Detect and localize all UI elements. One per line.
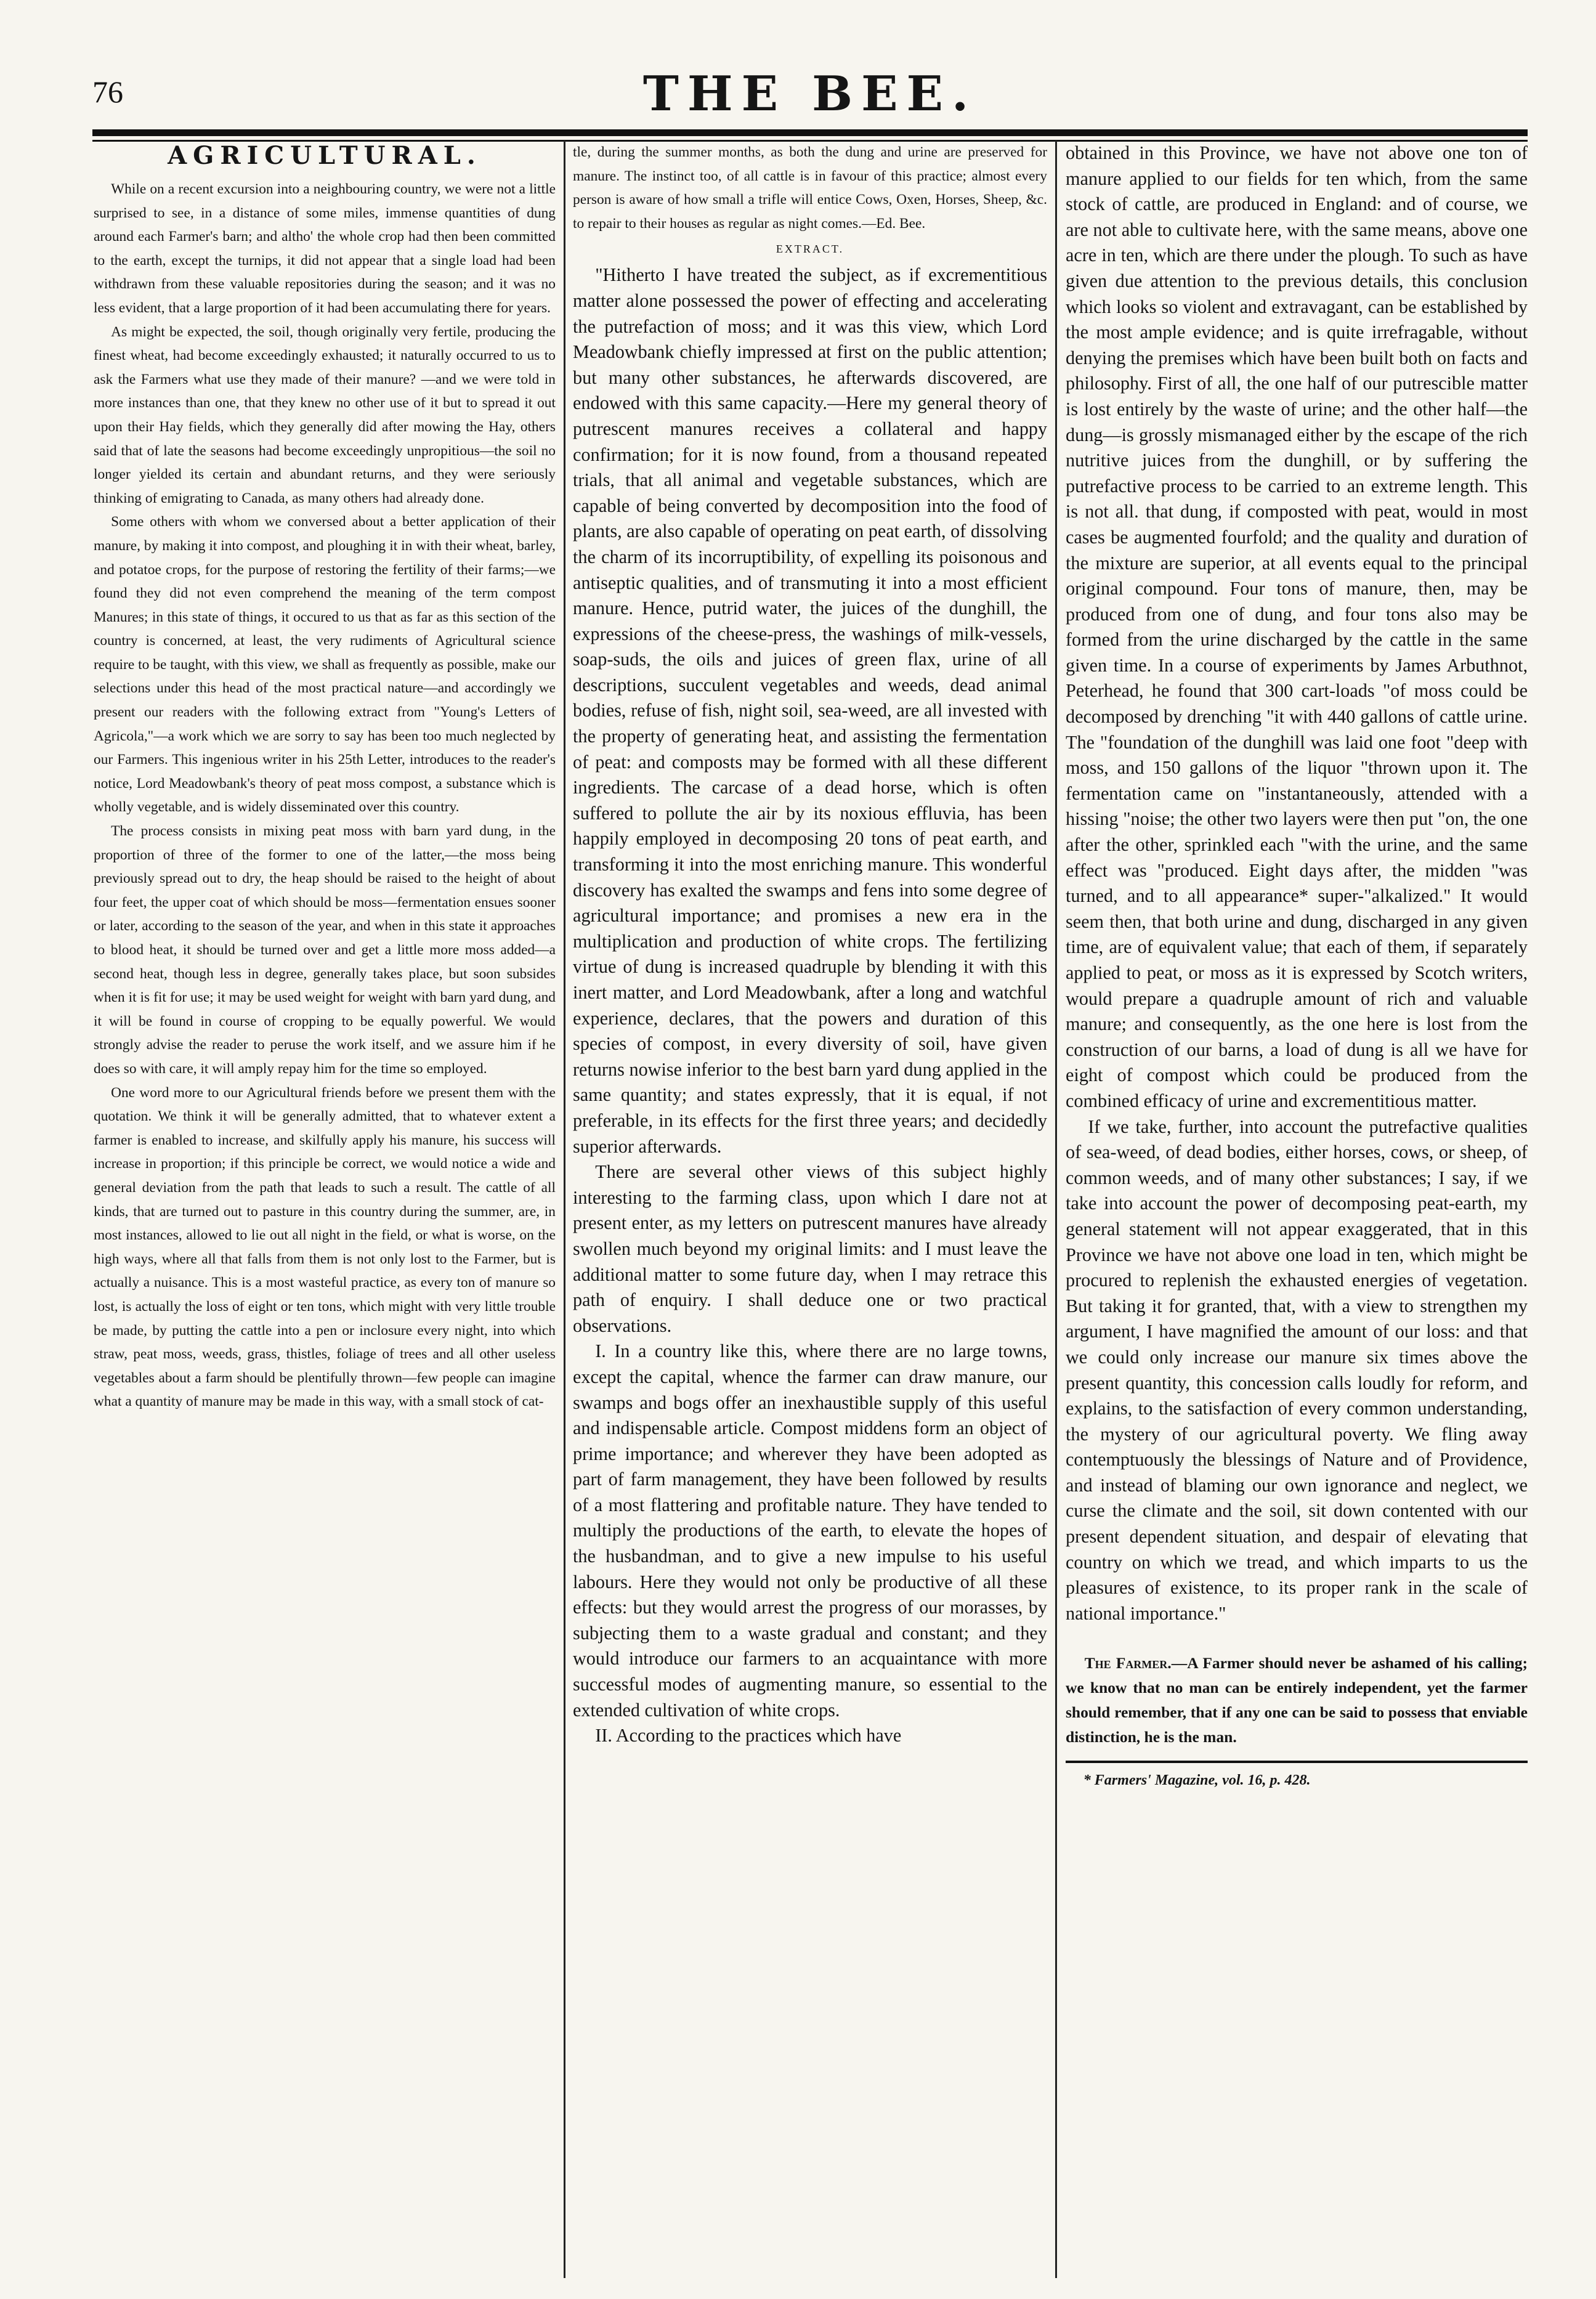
column-divider-1 [564, 140, 565, 2278]
article-paragraph: As might be expected, the soil, though originally very fertile, producing the finest wheat, had become exceedingly exhausted; it naturally occurred to us to ask the Farmers what use they made of their manure? —and we were told in more instances than one, that they knew no other use of it but to spread it out upon their Hay fields, which they generally did after mowing the Hay, others said that of late the seasons had become exceedingly unpropitious—the soil no longer yielded its certain and abundant returns, and they were seriously thinking of emigrating to Canada, as many others had already done. [94, 323, 556, 506]
article-paragraph: While on a recent excursion into a neighbouring country, we were not a little surprised to see, in a distance of some miles, immense quantities of dung around each Farmer's barn; and altho' the whole crop had then been committed to the earth, except the turnips, it did not appear that a single load had been withdrawn from these valuable repositories during the season; and it was no less evident, that a large proportion of it had been accumulating there for years. [94, 181, 556, 316]
column-1 [94, 134, 556, 2299]
extract-paragraph: "Hitherto I have treated the subject, as if excrementitious matter alone possessed the power of effecting and accelerating the putrefaction of moss; and it was this view, which Lord Meadowbank chiefly impressed at first on the public attention; but many other substances, he afterwards discovered, are endowed with this same capacity.—Here my general theory of putrescent manures receives a collateral and happy confirmation; for it is now found, from a thousand repeated trials, that all animal and vegetable substances, which are capable of being converted by decomposition into the food of plants, are also capable of operating on peat earth, of dissolving the charm of its incorruptibility, of expelling its poisonous and antiseptic qualities, and of transmuting it into a most efficient manure. Hence, putrid water, the juices of the dunghill, the expressions of the cheese-press, the washings of milk-vessels, soap-suds, the oils and juices of green flax, urine of all descriptions, succulent vegetables and weeds, dead animal bodies, refuse of fish, night soil, sea-weed, are all invested with the property of generating heat, and assisting the fermentation of peat: and composts may be formed with all these different ingredients. The carcase of a dead horse, which is often suffered to pollute the air by its noxious effluvia, has been happily employed in decomposing 20 tons of peat earth, and transforming it into the most enriching manure. This wonderful discovery has exalted the swamps and fens into some degree of agricultural importance; and promises a new era in the multiplication and production of white crops. The fertilizing virtue of dung is increased quadruple by blending it with this inert matter, and Lord Meadowbank, after a long and watchful experience, declares, that the powers and duration of this species of compost, in every diversity of soil, have given returns nowise inferior to the best barn yard dung applied in the same quantity; and states expressly, that it is equal, if not preferable, in its effects for the first three years; and decidedly superior afterwards. [573, 264, 1047, 1157]
section-heading: AGRICULTURAL. [168, 141, 482, 170]
page-number: 76 [92, 75, 123, 109]
footnote: * Farmers' Magazine, vol. 16, p. 428. [1083, 1772, 1311, 1789]
article-paragraph: Some others with whom we conversed about a better application of their manure, by making it into compost, and ploughing it in with their wheat, barley, and potatoe crops, for the purpose of restoring the fertility of their farms;—we found they did not even comprehend the meaning of the term compost Manures; in this state of things, it occured to us that as far as this section of the country is concerned, at least, the very rudiments of Agricultural science require to be taught, with this view, we shall as frequently as possible, make our selections under this head of the most practical nature—and accordingly we present our readers with the following extract from "Young's Letters of Agricola,"—a work which we are sorry to say has been too much neglected by our Farmers. This ingenious writer in his 25th Letter, introduces to the reader's notice, Lord Meadowbank's theory of peat moss compost, a substance which is wholly vegetable, and is widely disseminated over this country. [94, 514, 556, 816]
extract-paragraph: There are several other views of this subject highly interesting to the farming class, upon which I dare not at present enter, as my letters on putrescent manures have already swollen much beyond my original limits: and I must leave the additional matter to some future day, when I may retrace this path of enquiry. I shall deduce one or two practical observations. [573, 1161, 1047, 1336]
extract-paragraph: If we take, further, into account the putrefactive qualities of sea-weed, of dead bodies, either horses, cows, or sheep, of common weeds, and of many other substances; I say, if we take into account the power of decomposing peat-earth, my general statement will not appear exaggerated, that in this Province we have not above one load in ten, which might be procured to replenish the exhausted energies of vegetation. But taking it for granted, that, with a view to strengthen my argument, I have magnified the amount of our loss: and that we could only increase our manure six times above the present quantity, this concession calls loudly for reform, and explains, to the satisfaction of every common understanding, the mystery of our agricultural poverty. We fling away contemptuously the blessings of Nature and of Providence, and instead of blaming our own ignorance and neglect, we curse the climate and the soil, sit down contented with our present dependent situation, and despair of elevating that country on which we tread, and which imparts to us the pleasures of existence, to its proper rank in the scale of national importance." [1066, 1116, 1528, 1624]
column-3 [1066, 140, 1528, 2299]
article-paragraph: One word more to our Agricultural friends before we present them with the quotation. We think it will be generally admitted, that to whatever extent a farmer is enabled to increase, and skilfully apply his manure, his success will increase in proportion; if this principle be correct, we would notice a wide and general deviation from the path that leads to such a result. The cattle of all kinds, that are turned out to pasture in this country during the summer, are, in most instances, allowed to lie out all night in the field, or what is worse, on the high ways, where all that falls from them is not only lost to the Farmer, but is actually a nuisance. This is a most wasteful practice, as every ton of manure so lost, is actually the loss of eight or ten tons, which might with very little trouble be made, by putting the cattle into a pen or inclosure every night, into which straw, peat moss, weeds, grass, thistles, foliage of trees and all other useless vegetables about a farm should be plentifully thrown—few people can imagine what a quantity of manure may be made in this way, with a small stock of cat- [94, 1084, 556, 1410]
editor-note-continuation: tle, during the summer months, as both the dung and urine are preserved for manure. The instinct too, of all cattle is in favour of this practice; almost every person is aware of how small a trifle will entice Cows, Oxen, Horses, Sheep, &c. to repair to their houses as regular as night comes.—Ed. Bee. [573, 144, 1047, 232]
column-2 [573, 140, 1047, 2299]
farmer-note-text: —A Farmer should never be ashamed of his calling; we know that no man can be entirely independent, yet the farmer should remember, that if any one can be said to possess that enviable distinction, he is the man. [1066, 1654, 1528, 1746]
extract-heading: EXTRACT. [776, 243, 845, 256]
newspaper-title: THE BEE. [642, 66, 978, 122]
farmer-note-title: The Farmer. [1084, 1654, 1172, 1673]
farmer-note [1066, 1651, 1528, 1750]
column-divider-2 [1055, 140, 1057, 2278]
extract-paragraph: I. In a country like this, where there are no large towns, except the capital, whence the farmer can draw manure, our swamps and bogs offer an inexhaustible supply of this useful and indispensable article. Compost middens form an object of prime importance; and wherever they have been adopted as part of farm management, they have been followed by results of a most flattering and profitable nature. They have tended to multiply the productions of the earth, to elevate the hopes of the husbandman, and to give a new impulse to his useful labours. Here they would not only be productive of all these effects: but they would arrest the progress of our morasses, by subjecting them to a waste gradual and constant; and they would introduce our farmers to an acquaintance with more successful modes of augmenting manure, so essential to the extended cultivation of white crops. [573, 1340, 1047, 1721]
footnote-rule [1066, 1761, 1528, 1763]
article-paragraph: The process consists in mixing peat moss with barn yard dung, in the proportion of three of the former to one of the latter,—the moss being previously spread out to dry, the heap should be raised to the height of about four feet, the upper coat of which should be moss—fermentation ensues sooner or later, according to the season of the year, and when in this state it approaches to blood heat, it should be turned over and get a little more moss added—a second heat, though less in degree, generally takes place, but soon subsides when it is fit for use; it may be used weight for weight with barn yard dung, and it will be found in course of cropping to be equally powerful. We would strongly advise the reader to peruse the work itself, and we assure him if he does so with care, it will amply repay him for the time so employed. [94, 823, 556, 1077]
extract-paragraph: obtained in this Province, we have not above one ton of manure applied to our fields for ten which, from the same stock of cattle, are produced in England: and of course, we are not able to cultivate here, with the same means, above one acre in ten, which are there under the plough. To such as have given due attention to the previous details, this conclusion which looks so violent and extravagant, can be established by the most ample evidence; and is quite irrefragable, without denying the premises which have been built both on facts and philosophy. First of all, the one half of our putrescible matter is lost entirely by the waste of urine; and the other half—the dung—is grossly mismanaged either by the escape of the rich nutritive juices from the dunghill, or by suffering the putrefactive process to be carried to an extreme length. This is not all. that dung, if composted with peat, would in most cases be augmented fourfold; and the quality and duration of the mixture are superior, at all events equal to the principal original compound. Four tons of manure, then, may be produced from one of dung, and four tons also may be formed from the urine discharged by the cattle in the same given time. In a course of experiments by James Arbuthnot, Peterhead, he found that 300 cart-loads "of moss could be decomposed by drenching "it with 440 gallons of cattle urine. The "foundation of the dunghill was laid one foot "deep with moss, and 150 gallons of the liquor "thrown upon it. The fermentation came on "instantaneously, attended with a hissing "noise; the other two layers were then put "on, the one after the other, sprinkled each "with the urine, and the same effect was "produced. Eight days after, the midden "was turned, and to all appearance* super-"alkalized." It would seem then, that both urine and dung, discharged in any given time, are of equivalent value; that each of them, if separately applied to peat, or moss as it is expressed by Scotch writers, would prepare a quadruple amount of rich and valuable manure; and consequently, as the one here is lost from the construction of our barns, a load of dung is all we have for eight of compost which could be produced from the combined efficacy of urine and excrementitious matter. [1066, 142, 1528, 1111]
extract-paragraph: II. According to the practices which have [595, 1725, 902, 1746]
masthead [92, 59, 1528, 123]
